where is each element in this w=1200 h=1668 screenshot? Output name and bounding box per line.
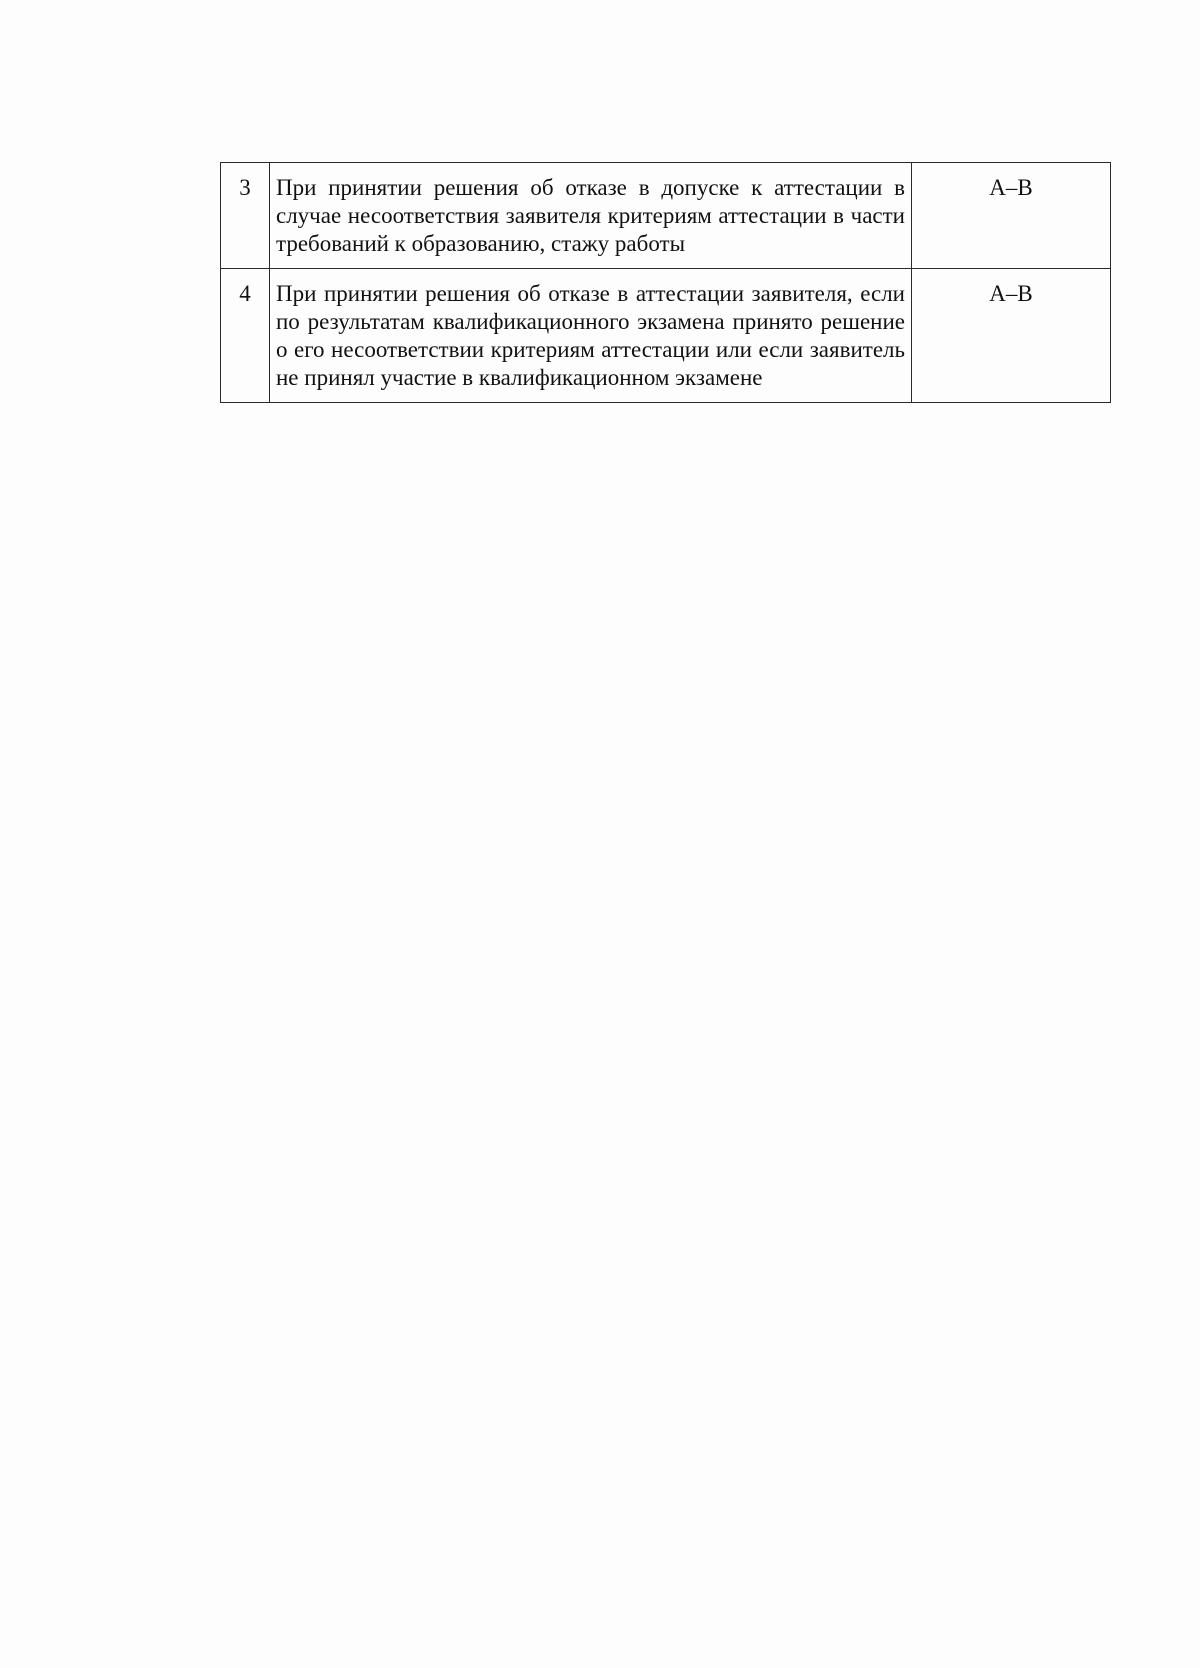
attestation-table [220,162,1111,403]
row-description: При принятии решения об отказе в допуске к аттестации в случае несоответствия заявителя критериям аттестации в части требований к образованию, стажу работы [270,163,912,269]
row-number: 3 [221,163,270,269]
row-description: При принятии решения об отказе в аттестации заявителя, если по результатам квалификационного экзамена принято решение о его несоответствии критериям аттестации или если заявитель не принял участие в квалификационном экзамене [270,269,912,403]
row-category: А–В [912,163,1111,269]
table-row [221,163,1111,269]
table-row [221,269,1111,403]
row-category: А–В [912,269,1111,403]
row-number: 4 [221,269,270,403]
